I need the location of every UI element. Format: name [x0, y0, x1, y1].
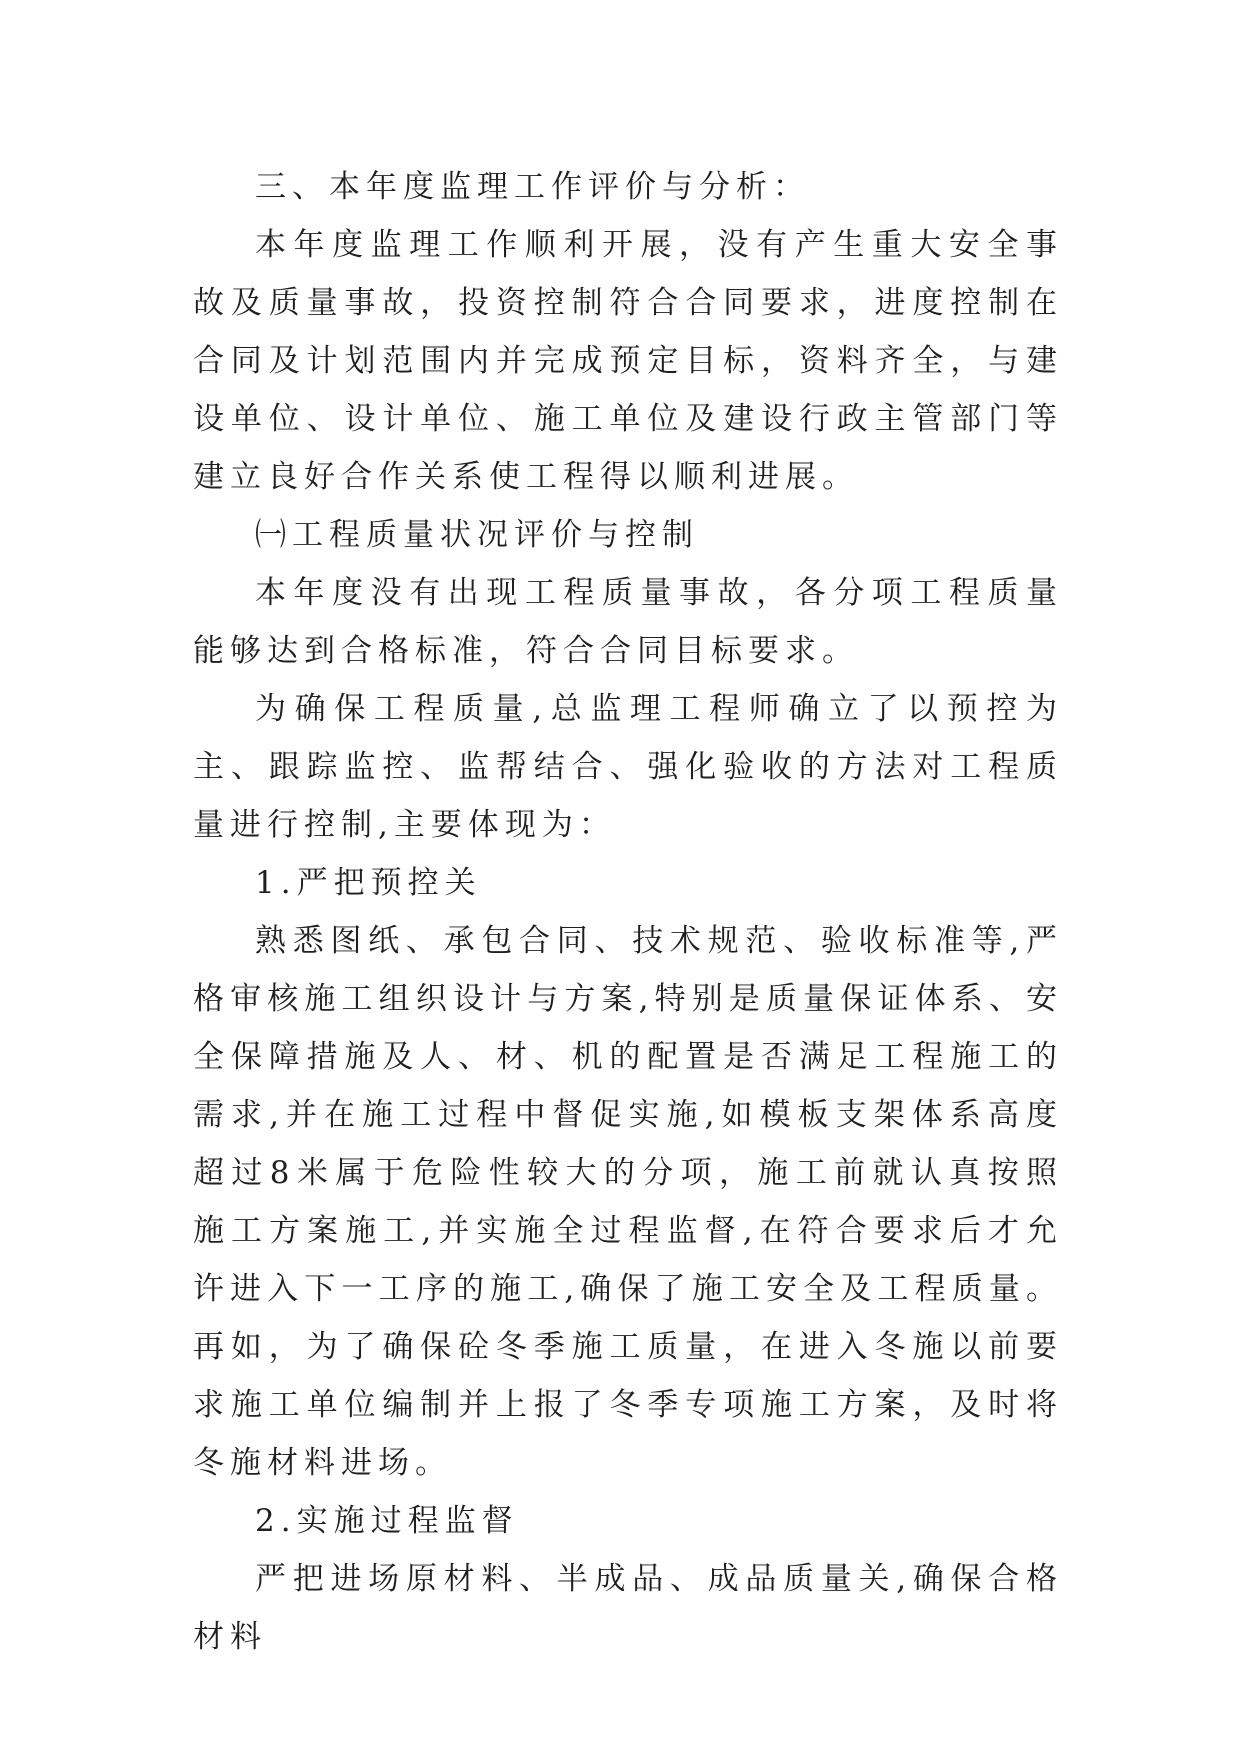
body-paragraph: 为确保工程质量,总监理工程师确立了以预控为主、跟踪监控、监帮结合、强化验收的方法对工程质量进行控制,主要体现为： [193, 691, 1063, 843]
numbered-heading: 2.实施过程监督 [255, 1503, 519, 1539]
section-heading: 三、本年度监理工作评价与分析： [255, 169, 810, 205]
document-page [193, 158, 1063, 1666]
body-paragraph: 本年度监理工作顺利开展，没有产生重大安全事故及质量事故，投资控制符合合同要求，进度控制在合同及计划范围内并完成预定目标，资料齐全，与建设单位、设计单位、施工单位及建设行政主管部门等建立良好合作关系使工程得以顺利进展。 [193, 227, 1063, 495]
numbered-heading: 1.严把预控关 [255, 865, 482, 901]
body-paragraph: 严把进场原材料、半成品、成品质量关,确保合格材料 [193, 1561, 1063, 1655]
subsection-heading: ㈠工程质量状况评价与控制 [255, 517, 699, 553]
body-paragraph: 本年度没有出现工程质量事故，各分项工程质量能够达到合格标准，符合合同目标要求。 [193, 575, 1063, 669]
body-paragraph: 熟悉图纸、承包合同、技术规范、验收标准等,严格审核施工组织设计与方案,特别是质量保证体系、安全保障措施及人、材、机的配置是否满足工程施工的需求,并在施工过程中督促实施,如模板支架体系高度超过8米属于危险性较大的分项，施工前就认真按照施工方案施工,并实施全过程监督,在符合要求后才允许进入下一工序的施工,确保了施工安全及工程质量。再如，为了确保砼冬季施工质量，在进入冬施以前要求施工单位编制并上报了冬季专项施工方案，及时将冬施材料进场。 [193, 923, 1063, 1481]
